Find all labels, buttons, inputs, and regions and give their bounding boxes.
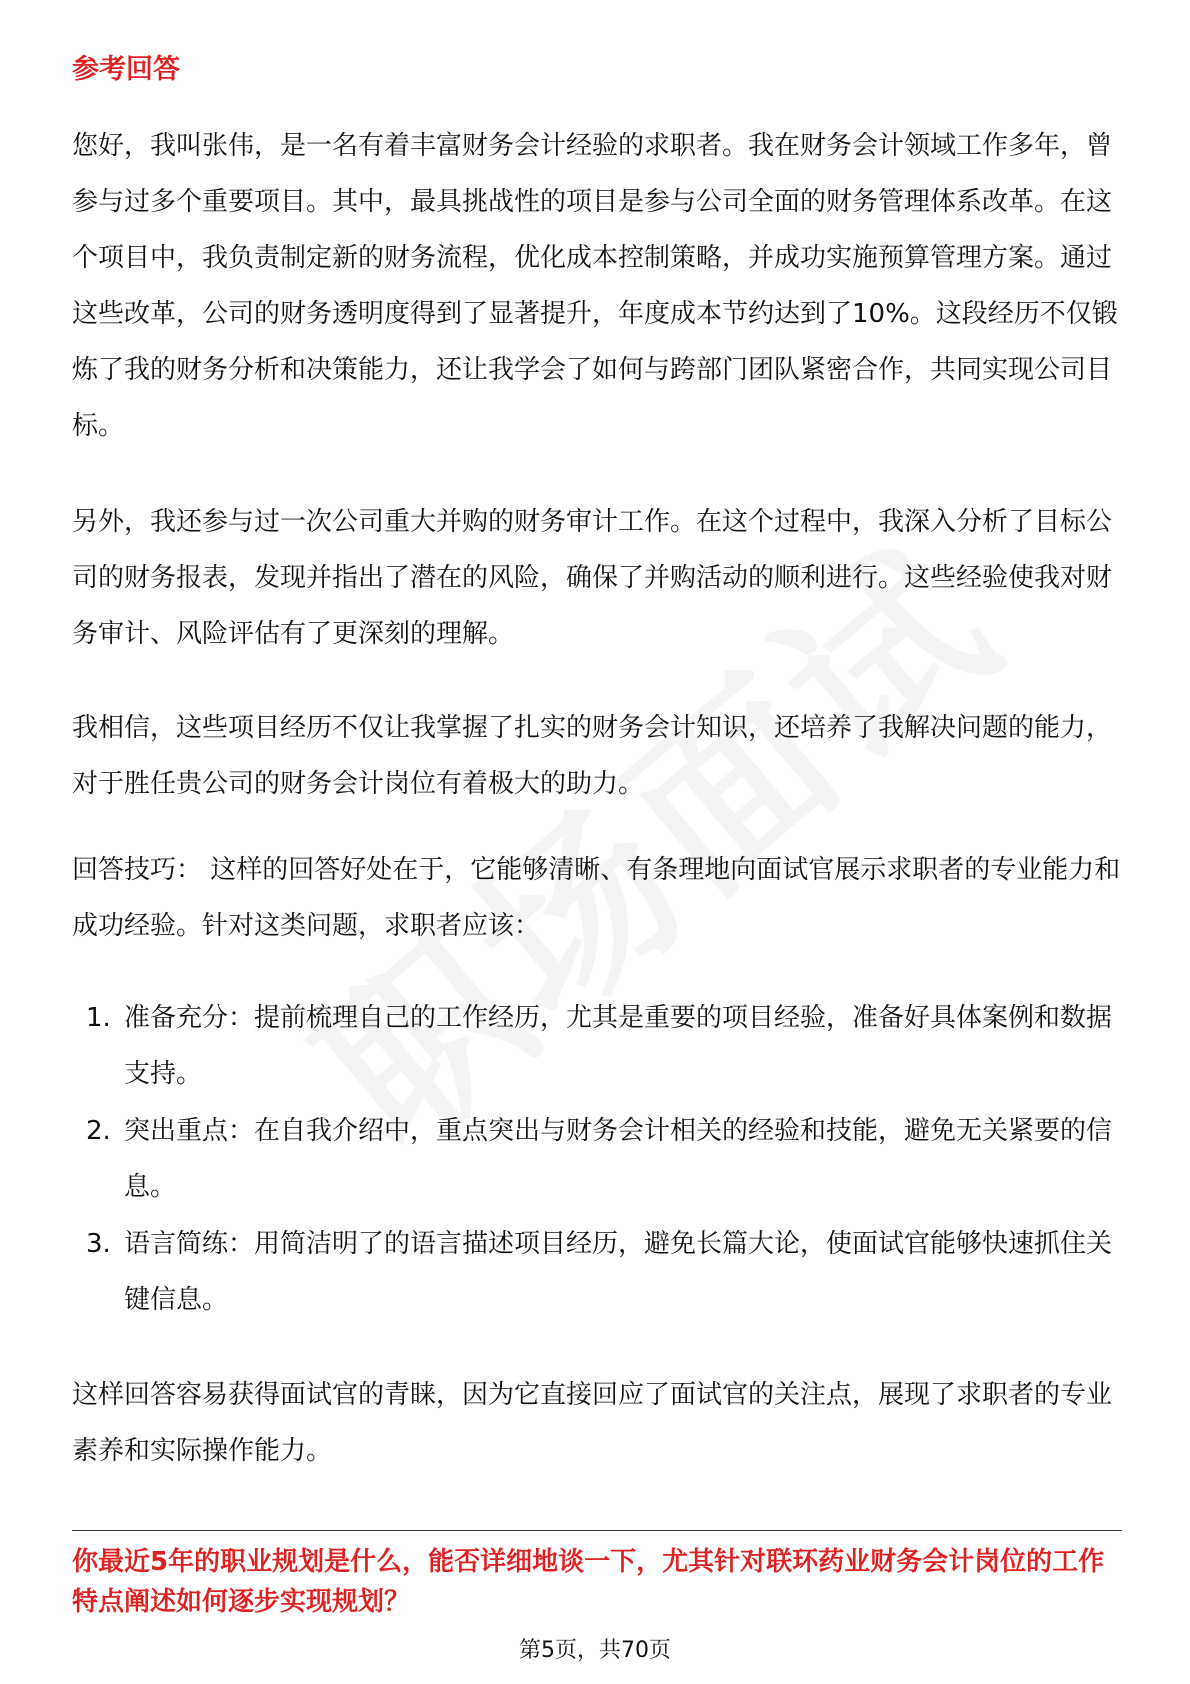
list-item [72,990,1122,1102]
paragraph-audit: 另外，我还参与过一次公司重大并购的财务审计工作。在这个过程中，我深入分析了目标公司的财务报表，发现并指出了潜在的风险，确保了并购活动的顺利进行。这些经验使我对财务审计、风险评估有了更深刻的理解。 [72,507,1113,649]
list-item-number: 3. [86,1229,111,1259]
list-item-text: 语言简练：用简洁明了的语言描述项目经历，避免长篇大论，使面试官能够快速抓住关键信息。 [124,1229,1113,1315]
divider [72,1530,1122,1531]
paragraph-closing: 这样回答容易获得面试官的青睐，因为它直接回应了面试官的关注点，展现了求职者的专业素养和实际操作能力。 [72,1380,1113,1466]
list-item-text: 突出重点：在自我介绍中，重点突出与财务会计相关的经验和技能，避免无关紧要的信息。 [124,1116,1113,1202]
paragraph-belief: 我相信，这些项目经历不仅让我掌握了扎实的财务会计知识，还培养了我解决问题的能力，对于胜任贵公司的财务会计岗位有着极大的助力。 [72,713,1113,799]
list-item [72,1216,1122,1328]
paragraph-intro: 您好，我叫张伟，是一名有着丰富财务会计经验的求职者。我在财务会计领域工作多年，曾参与过多个重要项目。其中，最具挑战性的项目是参与公司全面的财务管理体系改革。在这个项目中，我负责制定新的财务流程，优化成本控制策略，并成功实施预算管理方案。通过这些改革，公司的财务透明度得到了显著提升，年度成本节约达到了10%。这段经历不仅锻炼了我的财务分析和决策能力，还让我学会了如何与跨部门团队紧密合作，共同实现公司目标。 [72,131,1118,441]
page-number: 第5页，共70页 [519,1638,671,1663]
list-item [72,1103,1122,1215]
list-item-number: 1. [86,1003,111,1033]
next-question-heading: 你最近5年的职业规划是什么，能否详细地谈一下，尤其针对联环药业财务会计岗位的工作特点阐述如何逐步实现规划？ [72,1547,1105,1617]
section-title: 参考回答 [72,54,180,85]
list-item-text: 准备充分：提前梳理自己的工作经历，尤其是重要的项目经验，准备好具体案例和数据支持。 [124,1003,1113,1089]
tips-list [72,990,1122,1329]
list-item-number: 2. [86,1116,111,1146]
paragraph-tips: 回答技巧： 这样的回答好处在于，它能够清晰、有条理地向面试官展示求职者的专业能力和成功经验。针对这类问题，求职者应该： [72,855,1121,941]
